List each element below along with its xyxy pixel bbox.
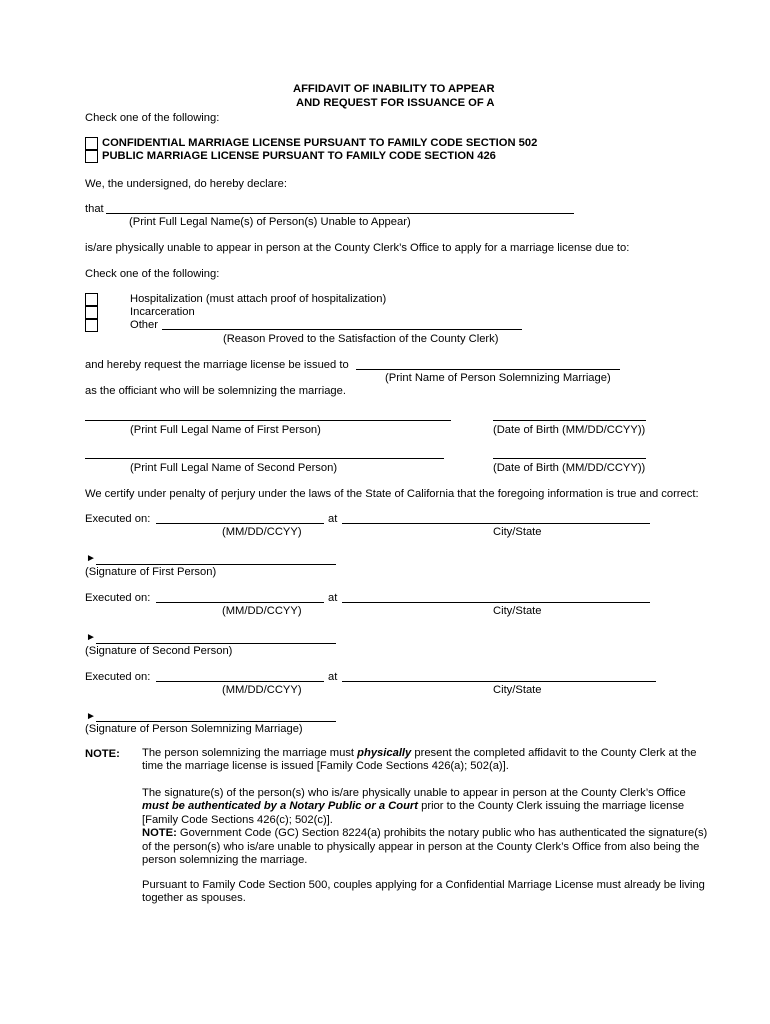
that-label: that	[85, 203, 104, 215]
at-label-1: at	[328, 513, 338, 525]
executed-city-field-3[interactable]	[342, 681, 656, 682]
executed-date-field-1[interactable]	[156, 523, 324, 524]
executed-city-field-1[interactable]	[342, 523, 650, 524]
first-person-signature-caption: (Signature of First Person)	[85, 566, 217, 578]
hospitalization-checkbox[interactable]	[85, 293, 98, 306]
executed-on-label-1: Executed on:	[85, 513, 151, 525]
city-caption-3: City/State	[493, 684, 542, 696]
arrow-icon: ►	[86, 711, 96, 722]
first-person-caption: (Print Full Legal Name of First Person)	[130, 424, 321, 436]
arrow-icon: ►	[86, 632, 96, 643]
at-label-3: at	[328, 671, 338, 683]
arrow-icon: ►	[86, 553, 96, 564]
date-caption-1: (MM/DD/CCYY)	[222, 526, 302, 538]
first-person-dob-caption: (Date of Birth (MM/DD/CCYY))	[493, 424, 646, 436]
reason-hospitalization: Hospitalization (must attach proof of hospitalization)	[130, 293, 387, 305]
first-person-name-field[interactable]	[85, 420, 451, 421]
form-title-line1: AFFIDAVIT OF INABILITY TO APPEAR	[293, 83, 495, 95]
officiant-signature-caption: (Signature of Person Solemnizing Marriage)	[85, 723, 303, 735]
city-caption-2: City/State	[493, 605, 542, 617]
officiant-caption: (Print Name of Person Solemnizing Marriage)	[385, 372, 611, 384]
check-one-label-2: Check one of the following:	[85, 268, 220, 280]
unable-text: is/are physically unable to appear in person at the County Clerk’s Office to apply for a marriage license due to:	[85, 242, 630, 254]
executed-on-label-3: Executed on:	[85, 671, 151, 683]
executed-date-field-3[interactable]	[156, 681, 324, 682]
note-paragraph-4: Pursuant to Family Code Section 500, couples applying for a Confidential Marriage License must already be living together as spouses.	[142, 879, 705, 905]
confidential-license-checkbox[interactable]	[85, 137, 98, 150]
executed-city-field-2[interactable]	[342, 602, 650, 603]
reason-incarceration: Incarceration	[130, 306, 195, 318]
note-label: NOTE:	[85, 748, 120, 760]
declare-text: We, the undersigned, do hereby declare:	[85, 178, 287, 190]
second-person-caption: (Print Full Legal Name of Second Person)	[130, 462, 338, 474]
date-caption-3: (MM/DD/CCYY)	[222, 684, 302, 696]
public-license-label: PUBLIC MARRIAGE LICENSE PURSUANT TO FAMILY CODE SECTION 426	[102, 150, 496, 162]
executed-date-field-2[interactable]	[156, 602, 324, 603]
second-person-dob-caption: (Date of Birth (MM/DD/CCYY))	[493, 462, 646, 474]
officiant-name-field[interactable]	[356, 369, 620, 370]
reason-caption: (Reason Proved to the Satisfaction of the County Clerk)	[223, 333, 499, 345]
incarceration-checkbox[interactable]	[85, 306, 98, 319]
certify-text: We certify under penalty of perjury under the laws of the State of California that the foregoing information is true and correct:	[85, 488, 699, 500]
date-caption-2: (MM/DD/CCYY)	[222, 605, 302, 617]
executed-on-label-2: Executed on:	[85, 592, 151, 604]
note-paragraph-1: The person solemnizing the marriage must physically present the completed affidavit to the County Clerk at the time the marriage license is issued [Family Code Sections 426(a); 502(a)].	[142, 747, 697, 773]
public-license-checkbox[interactable]	[85, 150, 98, 163]
second-person-name-field[interactable]	[85, 458, 444, 459]
city-caption-1: City/State	[493, 526, 542, 538]
first-person-dob-field[interactable]	[493, 420, 646, 421]
request-text: and hereby request the marriage license be issued to	[85, 359, 349, 371]
other-checkbox[interactable]	[85, 319, 98, 332]
reason-other: Other	[130, 319, 158, 331]
officiant-text: as the officiant who will be solemnizing the marriage.	[85, 385, 346, 397]
unable-names-field[interactable]	[106, 213, 574, 214]
confidential-license-label: CONFIDENTIAL MARRIAGE LICENSE PURSUANT TO FAMILY CODE SECTION 502	[102, 137, 538, 149]
check-one-label: Check one of the following:	[85, 112, 220, 124]
second-person-signature-caption: (Signature of Second Person)	[85, 645, 233, 657]
unable-names-caption: (Print Full Legal Name(s) of Person(s) Unable to Appear)	[129, 216, 411, 228]
at-label-2: at	[328, 592, 338, 604]
second-person-dob-field[interactable]	[493, 458, 646, 459]
other-reason-field[interactable]	[162, 329, 522, 330]
form-title-line2: AND REQUEST FOR ISSUANCE OF A	[296, 97, 495, 109]
note-paragraph-2: The signature(s) of the person(s) who is/are physically unable to appear in person at the County Clerk’s Office must be authenticated by a Notary Public or a Court prior to the County Clerk issuing the marriage license [Family Code Sections 426(c); 502(c)]. NOTE: Government Code (GC) Section 8224(a) prohibits the notary public who has authenticated the signature(s) of the person(s) who is/are unable to physically appear in person at the County Clerk’s Office from also being the person solemnizing the marriage.	[142, 787, 708, 867]
